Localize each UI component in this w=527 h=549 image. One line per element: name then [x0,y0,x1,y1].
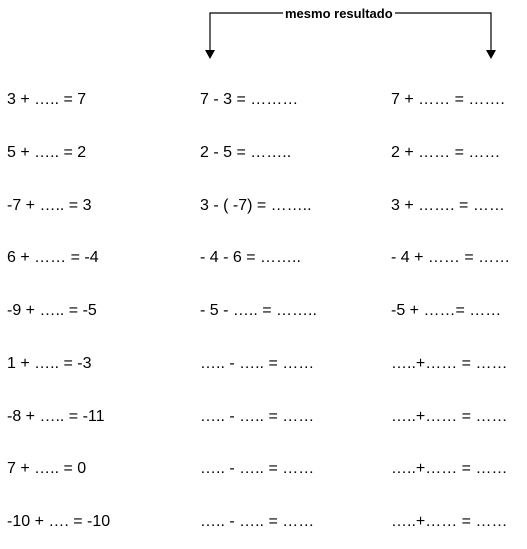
equation-col2: 3 - ( -7) = …….. [200,197,312,214]
equation-col2: 2 - 5 = …….. [200,144,292,161]
equation-col1: 7 + ….. = 0 [7,460,87,477]
exercise-row [0,457,527,481]
equation-col3: …..+…… = …… [391,460,508,477]
equation-col1: 3 + ….. = 7 [7,91,87,108]
equation-col1: 1 + ….. = -3 [7,355,92,372]
exercise-row [0,352,527,376]
exercise-row [0,246,527,270]
exercise-row [0,194,527,218]
equation-col2: ….. - ….. = …… [200,460,315,477]
equation-col2: 7 - 3 = ……… [200,91,299,108]
equation-col3: - 4 + …… = …… [391,249,511,266]
equation-col2: ….. - ….. = …… [200,513,315,530]
equation-col3: …..+…… = …… [391,513,508,530]
equation-col1: 5 + ….. = 2 [7,144,87,161]
equation-col2: ….. - ….. = …… [200,355,315,372]
equation-col1: -9 + ….. = -5 [7,302,97,319]
equation-col3: -5 + ……= …… [391,302,502,319]
equation-col3: …..+…… = …… [391,408,508,425]
equation-col3: …..+…… = …… [391,355,508,372]
equation-col3: 3 + ……. = …… [391,197,505,214]
exercise-row [0,141,527,165]
equation-col3: 7 + …… = ……. [391,91,505,108]
exercise-row [0,510,527,534]
bracket-label: mesmo resultado [285,6,393,21]
exercise-row [0,88,527,112]
exercise-row [0,299,527,323]
equation-col2: ….. - ….. = …… [200,408,315,425]
exercise-row [0,405,527,429]
equation-col1: 6 + …… = -4 [7,249,99,266]
equation-col1: -8 + ….. = -11 [7,408,105,425]
equation-col1: -10 + …. = -10 [7,513,111,530]
equation-col1: -7 + ….. = 3 [7,197,92,214]
equation-col2: - 5 - ….. = …….. [200,302,317,319]
equation-col3: 2 + …… = …… [391,144,501,161]
equation-col2: - 4 - 6 = …….. [200,249,301,266]
